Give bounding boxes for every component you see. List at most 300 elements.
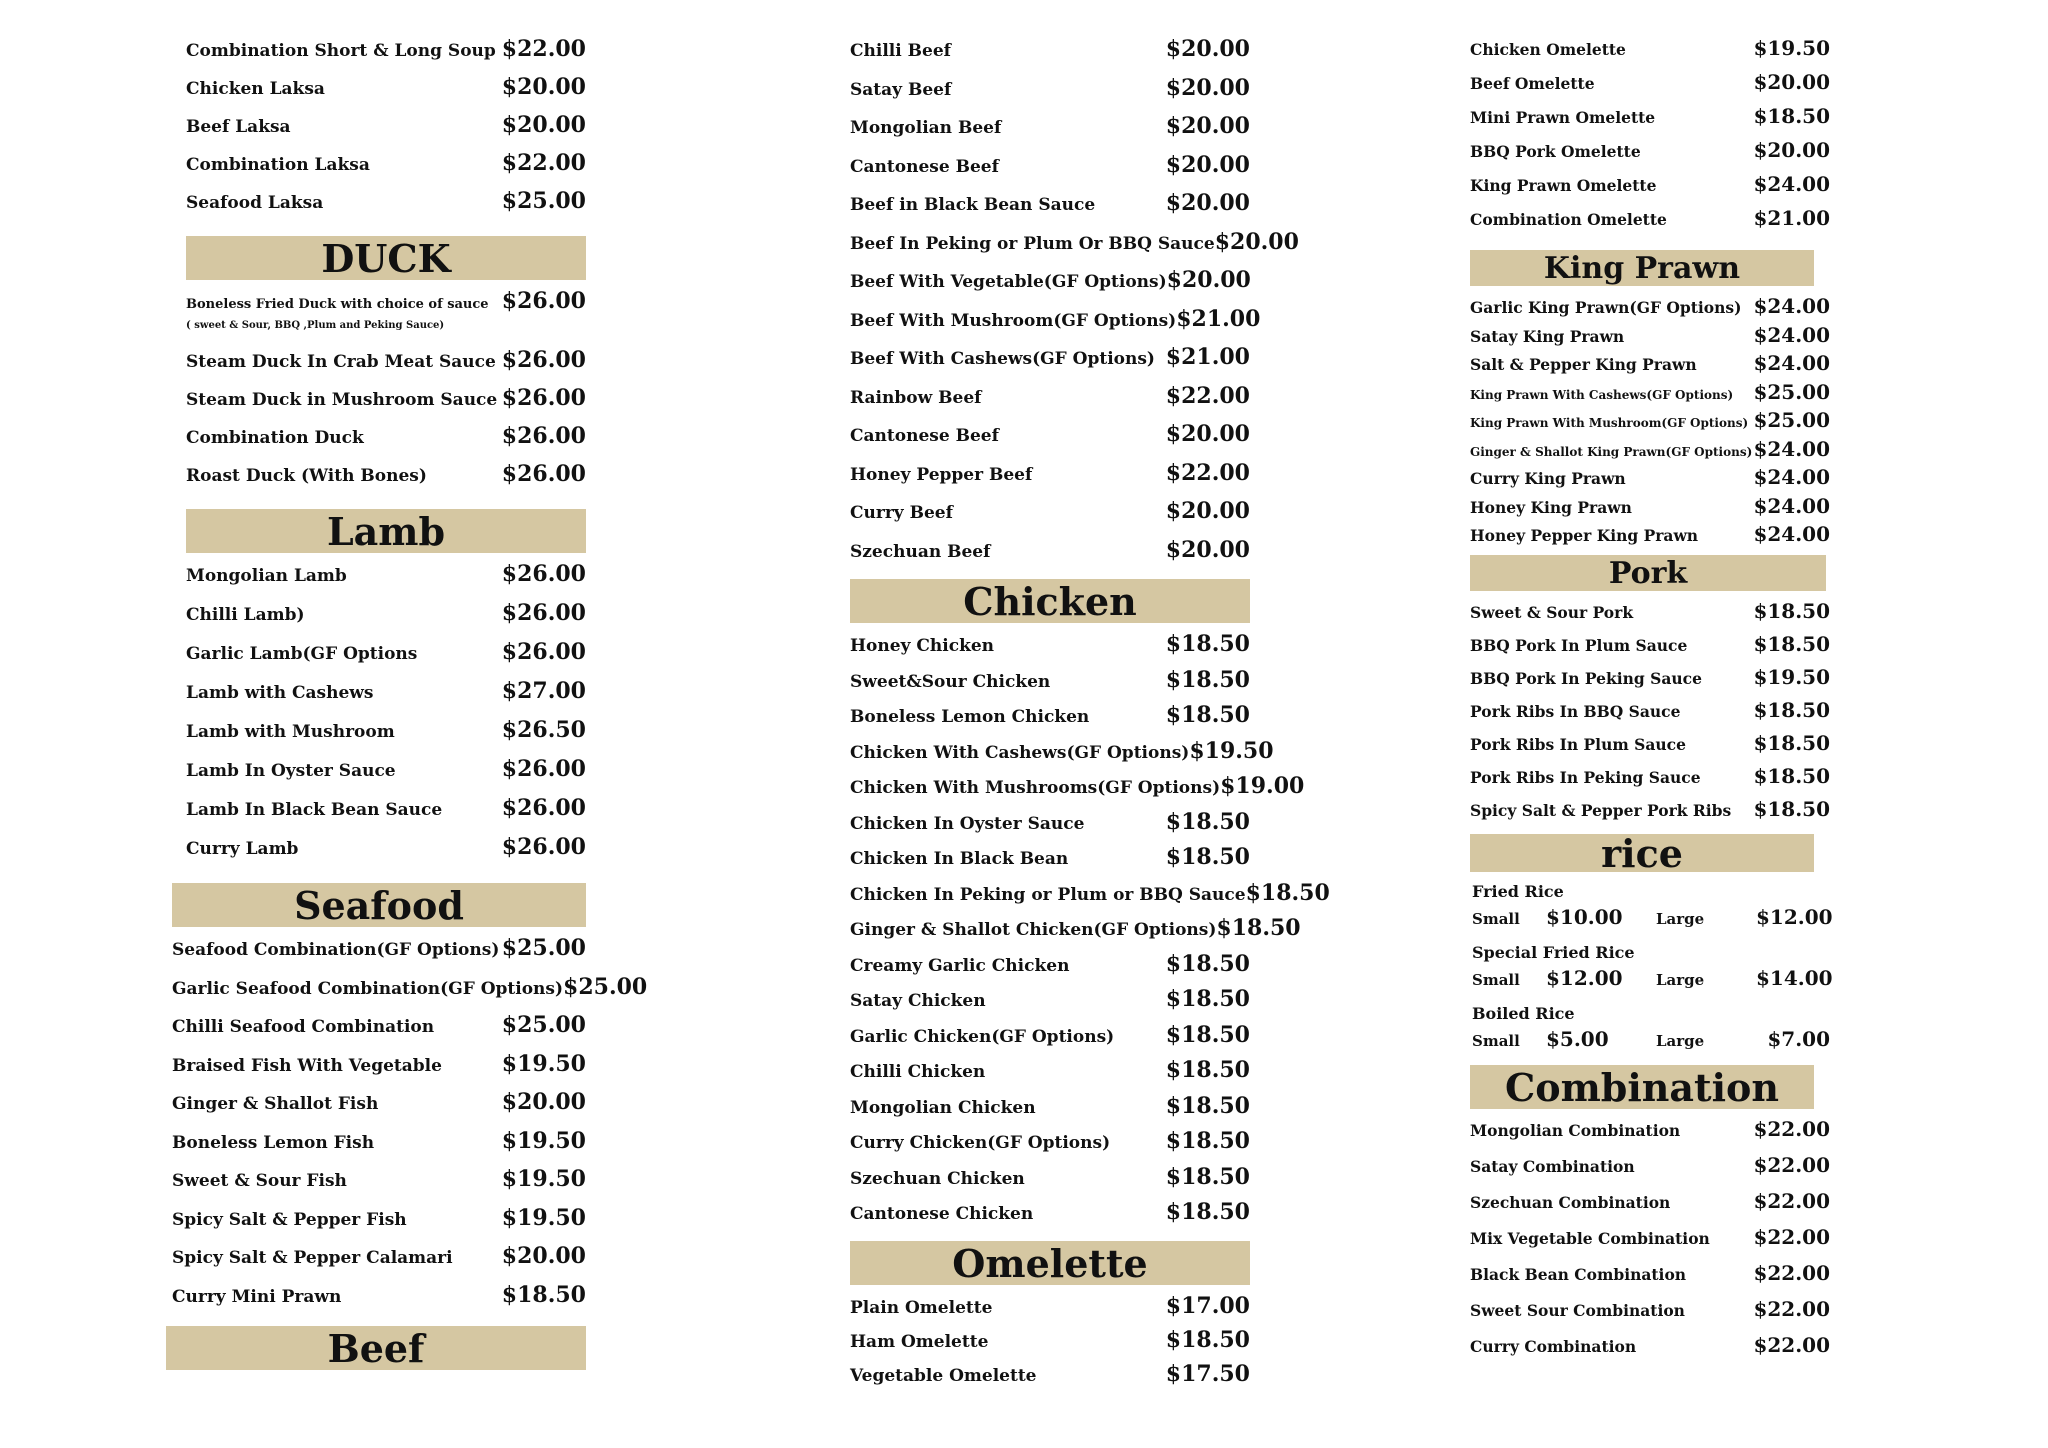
menu-item — [172, 1089, 586, 1128]
item-price: $20.00 — [501, 112, 586, 138]
item-name: Curry Mini Prawn — [172, 1286, 342, 1307]
item-name: Garlic Seafood Combination(GF Options) — [172, 978, 564, 999]
item-price: $20.00 — [1165, 113, 1250, 139]
large-price: $12.00 — [1756, 904, 1833, 929]
menu-item — [850, 305, 1261, 345]
menu-item — [850, 383, 1250, 422]
menu-item — [850, 228, 1299, 268]
item-price: $18.50 — [1216, 915, 1301, 941]
menu-item — [1470, 494, 1830, 523]
large-price: $14.00 — [1756, 965, 1833, 990]
item-price: $19.50 — [1753, 36, 1830, 60]
menu-column-3 — [1470, 36, 1833, 1369]
item-name: Black Bean Combination — [1470, 1264, 1687, 1284]
item-price: $19.50 — [501, 1166, 586, 1192]
menu-item — [172, 1166, 586, 1205]
menu-column-2 — [850, 36, 1330, 1395]
menu-item — [172, 1128, 586, 1167]
item-price: $20.00 — [1165, 36, 1250, 62]
item-price: $26.00 — [501, 385, 586, 411]
menu-item — [850, 1128, 1250, 1164]
item-name: Mongolian Beef — [850, 118, 1002, 138]
item-name: Chicken Laksa — [186, 79, 325, 99]
item-price: $18.50 — [1753, 631, 1830, 656]
rice-size-row — [1472, 965, 1833, 990]
item-price: $20.00 — [1165, 74, 1250, 101]
item-price: $18.50 — [1165, 1199, 1250, 1225]
small-label: Small — [1472, 909, 1520, 928]
menu-item — [850, 113, 1250, 152]
item-name: Combination Short & Long Soup — [186, 41, 496, 61]
item-name: Boneless Fried Duck with choice of sauce — [186, 297, 489, 312]
item-name: Garlic King Prawn(GF Options) — [1470, 298, 1742, 317]
item-price: $18.50 — [1165, 844, 1250, 870]
menu-item — [172, 1282, 586, 1321]
item-name: Ginger & Shallot Chicken(GF Options) — [850, 920, 1217, 940]
menu-item — [186, 423, 586, 461]
item-name: Garlic Chicken(GF Options) — [850, 1026, 1115, 1047]
item-price: $22.00 — [1165, 382, 1250, 409]
menu-item — [1470, 1153, 1830, 1189]
menu-item — [186, 639, 586, 678]
pork-list — [1470, 599, 1830, 830]
beef-list — [850, 36, 1299, 575]
item-price: $24.00 — [1753, 436, 1830, 461]
item-price: $20.00 — [501, 1243, 586, 1269]
menu-item — [850, 1327, 1250, 1361]
menu-item — [186, 150, 586, 188]
soup-laksa-list — [186, 36, 586, 226]
item-name: Szechuan Chicken — [850, 1168, 1025, 1189]
section-header-lamb: Lamb — [186, 509, 586, 553]
item-price: $18.50 — [1165, 666, 1250, 693]
menu-item — [850, 844, 1250, 880]
item-price: $20.00 — [1165, 190, 1250, 216]
item-name: Mini Prawn Omelette — [1470, 108, 1656, 127]
menu-item — [1470, 797, 1830, 830]
item-price: $18.50 — [1165, 1326, 1250, 1353]
menu-item — [850, 1093, 1250, 1129]
large-label: Large — [1656, 1031, 1705, 1050]
item-name: Satay Beef — [850, 79, 952, 100]
item-name: Chicken In Peking or Plum or BBQ Sauce — [850, 884, 1246, 905]
item-name: Pork Ribs In BBQ Sauce — [1470, 701, 1681, 721]
item-name: Sweet & Sour Fish — [172, 1171, 347, 1191]
item-price: $18.50 — [1165, 1128, 1250, 1154]
menu-item — [172, 973, 648, 1013]
item-name: Vegetable Omelette — [850, 1365, 1037, 1386]
item-name: Beef With Cashews(GF Options) — [850, 349, 1155, 369]
menu-item — [186, 756, 586, 795]
small-label: Small — [1472, 1031, 1520, 1050]
item-name: Honey Chicken — [850, 636, 995, 656]
item-price: $24.00 — [1753, 172, 1830, 196]
item-name: Chilli Seafood Combination — [172, 1017, 435, 1037]
menu-item — [186, 112, 586, 150]
menu-item — [1470, 294, 1830, 323]
item-name: Lamb In Oyster Sauce — [186, 761, 396, 781]
item-name: Combination Omelette — [1470, 210, 1667, 229]
section-header-beef: Beef — [166, 1326, 586, 1370]
item-name: Beef in Black Bean Sauce — [850, 195, 1096, 215]
item-name: Beef With Mushroom(GF Options) — [850, 310, 1177, 331]
item-price: $18.50 — [1753, 763, 1830, 788]
rice-item-name: Boiled Rice — [1472, 1003, 1575, 1023]
menu-item — [186, 834, 586, 873]
item-name: Satay Chicken — [850, 991, 986, 1011]
menu-item — [1470, 408, 1830, 437]
item-price: $26.00 — [501, 756, 586, 782]
item-name: Rainbow Beef — [850, 387, 982, 408]
item-name: Boneless Lemon Fish — [172, 1132, 375, 1153]
item-price: $20.00 — [1165, 498, 1250, 524]
menu-item — [1470, 36, 1830, 70]
item-price: $26.00 — [501, 423, 586, 449]
menu-item — [1470, 599, 1830, 632]
menu-item — [1470, 698, 1830, 731]
menu-item — [850, 809, 1250, 845]
rice-list — [1470, 881, 1833, 1051]
item-name: Sweet & Sour Pork — [1470, 602, 1634, 622]
rice-size-row — [1472, 904, 1833, 929]
item-price: $26.00 — [501, 795, 586, 821]
menu-item — [850, 36, 1250, 75]
item-name: Combination Laksa — [186, 155, 370, 175]
menu-item — [850, 986, 1250, 1022]
item-price: $20.00 — [1753, 138, 1830, 162]
combination-list — [1470, 1117, 1830, 1369]
item-name: BBQ Pork In Peking Sauce — [1470, 668, 1702, 688]
item-price: $22.00 — [1753, 1260, 1830, 1285]
menu-item — [1470, 70, 1830, 104]
menu-item — [186, 36, 586, 74]
item-price: $17.00 — [1165, 1292, 1250, 1319]
small-label: Small — [1472, 970, 1520, 989]
item-price: $22.00 — [1753, 1188, 1830, 1213]
section-header-seafood: Seafood — [172, 883, 586, 927]
menu-item — [186, 795, 586, 834]
king-prawn-list — [1470, 294, 1830, 551]
item-name: Salt & Pepper King Prawn — [1470, 355, 1697, 374]
item-name: Szechuan Combination — [1470, 1192, 1671, 1212]
menu-item — [186, 461, 586, 499]
item-price: $26.00 — [501, 347, 586, 373]
item-name: Beef Omelette — [1470, 74, 1595, 93]
large-label: Large — [1656, 909, 1705, 928]
item-price: $18.50 — [1753, 598, 1830, 623]
item-name: Beef Laksa — [186, 117, 291, 137]
item-price: $21.00 — [1176, 305, 1261, 332]
item-name: Ginger & Shallot King Prawn(GF Options) — [1470, 444, 1753, 459]
item-price: $24.00 — [1753, 351, 1830, 375]
section-header-combination: Combination — [1470, 1065, 1814, 1109]
small-price: $10.00 — [1546, 904, 1623, 929]
seafood-list — [172, 935, 648, 1320]
menu-item — [1470, 172, 1830, 206]
item-name: Spicy Salt & Pepper Pork Ribs — [1470, 800, 1732, 820]
item-name: Curry Combination — [1470, 1336, 1637, 1356]
item-price: $19.50 — [501, 1204, 586, 1231]
item-price: $22.00 — [1753, 1296, 1830, 1321]
item-name: Braised Fish With Vegetable — [172, 1055, 442, 1076]
item-price: $20.00 — [1165, 151, 1250, 178]
small-price: $5.00 — [1546, 1026, 1609, 1051]
menu-item — [1470, 104, 1830, 138]
item-price: $22.00 — [1753, 1332, 1830, 1357]
section-header-chicken: Chicken — [850, 579, 1250, 623]
item-name: Sweet Sour Combination — [1470, 1300, 1685, 1320]
menu-item — [186, 717, 586, 756]
menu-item — [850, 773, 1305, 809]
menu-item — [1470, 380, 1830, 409]
menu-item — [850, 1057, 1250, 1093]
section-header-duck: DUCK — [186, 236, 586, 280]
menu-item — [850, 498, 1250, 537]
menu-item — [850, 879, 1330, 916]
item-price: $19.00 — [1220, 773, 1305, 799]
item-price: $19.50 — [1753, 664, 1830, 689]
item-price: $22.00 — [501, 150, 586, 176]
item-price: $24.00 — [1753, 522, 1830, 546]
menu-item — [172, 1051, 586, 1090]
menu-item — [1470, 1333, 1830, 1369]
menu-item — [1470, 1117, 1830, 1153]
item-price: $22.00 — [1753, 1152, 1830, 1177]
rice-item-name: Fried Rice — [1472, 881, 1564, 901]
large-label: Large — [1656, 970, 1705, 989]
menu-item — [850, 1164, 1250, 1200]
item-price: $25.00 — [1753, 379, 1830, 404]
item-name: Spicy Salt & Pepper Calamari — [172, 1248, 453, 1268]
item-price: $20.00 — [1165, 421, 1250, 447]
item-name: King Prawn With Cashews(GF Options) — [1470, 387, 1734, 402]
menu-item — [850, 1361, 1250, 1395]
menu-item — [1470, 1225, 1830, 1261]
menu-item — [1470, 323, 1830, 352]
section-header-king-prawn: King Prawn — [1470, 250, 1814, 286]
section-header-omelette: Omelette — [850, 1241, 1250, 1285]
item-name: Steam Duck In Crab Meat Sauce — [186, 352, 496, 372]
item-name: Chicken In Oyster Sauce — [850, 813, 1085, 834]
large-price: $7.00 — [1767, 1026, 1830, 1051]
menu-item — [1470, 632, 1830, 665]
menu-item — [850, 421, 1250, 460]
item-price: $21.00 — [1753, 206, 1830, 230]
item-price: $26.50 — [501, 717, 586, 743]
item-price: $17.50 — [1165, 1360, 1250, 1387]
item-name: Seafood Laksa — [186, 193, 324, 213]
item-name: Cantonese Beef — [850, 156, 999, 177]
menu-item — [1470, 351, 1830, 380]
item-name: Sweet&Sour Chicken — [850, 671, 1051, 692]
menu-item — [186, 385, 586, 423]
item-price: $20.00 — [1166, 267, 1251, 293]
menu-item — [1470, 206, 1830, 240]
item-name: Mongolian Combination — [1470, 1120, 1681, 1140]
item-price: $18.50 — [1165, 1163, 1250, 1190]
item-name: Spicy Salt & Pepper Fish — [172, 1209, 407, 1230]
menu-item — [172, 1012, 586, 1051]
item-name: BBQ Pork Omelette — [1470, 142, 1641, 161]
item-name: Lamb with Mushroom — [186, 722, 395, 742]
menu-item — [850, 267, 1250, 306]
item-price: $24.00 — [1753, 493, 1830, 518]
menu-item — [850, 951, 1250, 987]
item-price: $25.00 — [501, 935, 586, 961]
item-price: $25.00 — [501, 188, 586, 214]
item-name: Lamb In Black Bean Sauce — [186, 800, 443, 820]
menu-item — [850, 75, 1250, 114]
item-price: $24.00 — [1753, 465, 1830, 489]
item-name: Creamy Garlic Chicken — [850, 955, 1070, 976]
menu-item — [1470, 1297, 1830, 1333]
item-price: $18.50 — [1165, 1057, 1250, 1083]
rice-item-name: Special Fried Rice — [1472, 942, 1635, 962]
duck-list — [186, 347, 586, 499]
menu-item — [850, 667, 1250, 703]
menu-item — [172, 935, 586, 974]
menu-item — [850, 915, 1301, 951]
item-price: $26.00 — [501, 639, 586, 665]
item-name: Chilli Chicken — [850, 1062, 986, 1082]
item-name: Cantonese Beef — [850, 426, 999, 446]
item-price: $24.00 — [1753, 294, 1830, 318]
item-name: Honey Pepper Beef — [850, 464, 1033, 485]
item-name: Curry King Prawn — [1470, 469, 1626, 488]
menu-item — [850, 631, 1250, 667]
omelette-more-list — [1470, 36, 1830, 240]
item-name: Chicken With Cashews(GF Options) — [850, 742, 1190, 763]
item-name: Szechuan Beef — [850, 541, 991, 562]
menu-item — [1470, 665, 1830, 698]
item-name: Chicken In Black Bean — [850, 849, 1069, 869]
item-price: $19.50 — [501, 1127, 586, 1154]
item-price: $21.00 — [1165, 344, 1250, 370]
item-name: Garlic Lamb(GF Options — [186, 644, 418, 664]
menu-item — [186, 347, 586, 385]
item-price: $20.00 — [1753, 70, 1830, 94]
item-price: $18.50 — [1165, 808, 1250, 835]
item-name: Mix Vegetable Combination — [1470, 1228, 1710, 1248]
item-name: Steam Duck in Mushroom Sauce — [186, 390, 498, 410]
item-price: $19.50 — [1189, 737, 1274, 764]
item-name: Beef In Peking or Plum Or BBQ Sauce — [850, 233, 1215, 254]
item-name: Chilli Beef — [850, 41, 951, 61]
item-price: $18.50 — [1245, 879, 1330, 906]
item-name: Satay King Prawn — [1470, 326, 1625, 346]
menu-item — [850, 537, 1250, 576]
item-name: Satay Combination — [1470, 1156, 1635, 1176]
item-name: Mongolian Chicken — [850, 1097, 1036, 1118]
menu-item — [850, 1199, 1250, 1235]
lamb-list — [186, 561, 586, 873]
menu-item — [850, 737, 1274, 774]
item-price: $26.00 — [501, 834, 586, 860]
item-price: $18.50 — [1165, 702, 1250, 728]
item-price: $18.50 — [1165, 1021, 1250, 1048]
menu-item — [850, 1022, 1250, 1058]
menu-item — [172, 1243, 586, 1282]
item-name: Boneless Lemon Chicken — [850, 707, 1090, 727]
item-price: $18.50 — [1165, 986, 1250, 1012]
item-name: Roast Duck (With Bones) — [186, 466, 427, 486]
item-price: $25.00 — [1753, 408, 1830, 432]
menu-column-1 — [172, 36, 648, 1378]
menu-item — [1470, 437, 1830, 466]
small-price: $12.00 — [1546, 965, 1623, 990]
menu-item — [850, 152, 1250, 191]
item-price: $18.50 — [1753, 730, 1830, 755]
item-name: Curry Chicken(GF Options) — [850, 1133, 1111, 1153]
item-price: $22.00 — [1753, 1116, 1830, 1141]
item-price: $20.00 — [1165, 536, 1250, 563]
menu-item — [186, 74, 586, 112]
section-header-rice: rice — [1470, 834, 1814, 872]
menu-item — [186, 188, 586, 226]
menu-item — [1470, 465, 1830, 494]
item-price: $22.00 — [501, 36, 586, 62]
item-price: $20.00 — [501, 1089, 586, 1115]
item-name: Seafood Combination(GF Options) — [172, 940, 500, 960]
menu-item — [850, 344, 1250, 383]
item-name: Chilli Lamb) — [186, 605, 305, 625]
item-price: $26.00 — [501, 461, 586, 487]
item-price: $18.50 — [1165, 950, 1250, 977]
item-name: Ham Omelette — [850, 1331, 989, 1352]
menu-item — [1470, 138, 1830, 172]
rice-size-row — [1472, 1027, 1830, 1051]
item-price: $20.00 — [1214, 228, 1299, 255]
item-name: Pork Ribs In Peking Sauce — [1470, 767, 1701, 787]
item-price: $22.00 — [1753, 1224, 1830, 1249]
item-price: $26.00 — [501, 600, 586, 626]
menu-item — [1470, 731, 1830, 764]
item-name: Ginger & Shallot Fish — [172, 1094, 379, 1114]
omelette-list — [850, 1293, 1250, 1395]
item-name: King Prawn Omelette — [1470, 176, 1657, 195]
item-price: $25.00 — [563, 973, 648, 1000]
menu-item — [1470, 1189, 1830, 1225]
item-name: Combination Duck — [186, 428, 364, 448]
item-name: Mongolian Lamb — [186, 566, 347, 586]
item-price: $18.50 — [1753, 104, 1830, 128]
item-price: $18.50 — [1165, 631, 1250, 657]
item-price: $26.00 — [501, 561, 586, 587]
item-name: Pork Ribs In Plum Sauce — [1470, 734, 1686, 754]
menu-item — [186, 561, 586, 600]
item-price: $19.50 — [501, 1050, 586, 1077]
item-price: $27.00 — [501, 678, 586, 704]
item-price: $26.00 — [501, 288, 586, 314]
menu-item — [1470, 522, 1830, 551]
menu-item — [850, 1293, 1250, 1327]
item-name: Plain Omelette — [850, 1297, 993, 1318]
item-price: $18.50 — [1753, 697, 1830, 722]
menu-item — [1470, 1261, 1830, 1297]
menu-item — [850, 190, 1250, 229]
menu-item — [850, 460, 1250, 499]
item-name: Curry Lamb — [186, 839, 299, 859]
menu-item — [1470, 764, 1830, 797]
item-name: Chicken Omelette — [1470, 40, 1626, 59]
menu-item — [186, 678, 586, 717]
menu-item — [172, 1205, 586, 1244]
item-name: Honey King Prawn — [1470, 497, 1632, 517]
item-name: Cantonese Chicken — [850, 1204, 1034, 1224]
item-price: $18.50 — [1165, 1092, 1250, 1119]
item-name: King Prawn With Mushroom(GF Options) — [1470, 416, 1749, 430]
item-price: $24.00 — [1753, 322, 1830, 347]
